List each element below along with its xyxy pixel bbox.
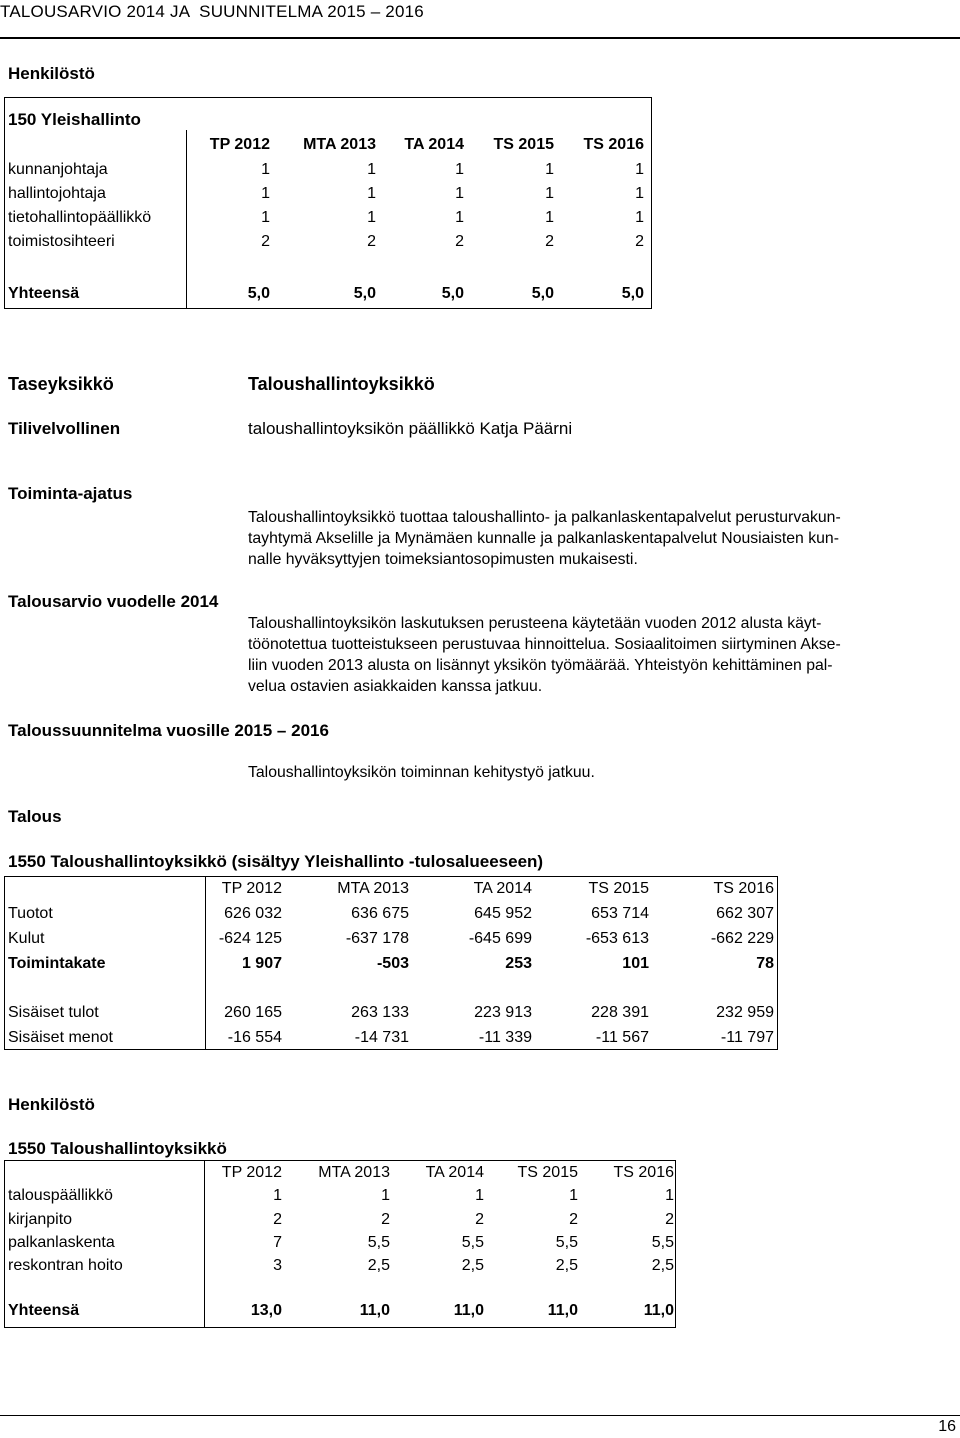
table1-total-cell: 5,0 bbox=[531, 285, 554, 302]
text-line: velua ostavien asiakkaiden kanssa jatkuu. bbox=[248, 678, 543, 695]
text-line: tayhtymä Akselille ja Mynämäen kunnalle ja palkanlaskentapalvelut Nousiaisten kun- bbox=[248, 530, 839, 547]
table2-cell: 662 307 bbox=[716, 905, 774, 922]
talous-label: Talous bbox=[8, 807, 62, 826]
table1-cell: 1 bbox=[635, 185, 644, 202]
table2-cell: -624 125 bbox=[218, 930, 282, 947]
table1-total-cell: 5,0 bbox=[247, 285, 270, 302]
table1-cell: 2 bbox=[261, 233, 270, 250]
text-line: nalle hyväksyttyjen toimeksiantosopimusten mukaisesti. bbox=[248, 551, 638, 568]
table1-col-header: TP 2012 bbox=[209, 136, 270, 153]
table1-cell: 1 bbox=[545, 185, 554, 202]
table1-total-cell: 5,0 bbox=[353, 285, 376, 302]
text-line: töönotettua tuotteistukseen perustuvaa hinnoittelua. Sosiaalitoimen siirtyminen Akse- bbox=[248, 636, 841, 653]
table3-total-label: Yhteensä bbox=[8, 1302, 80, 1319]
footer-divider bbox=[0, 1415, 960, 1416]
table3-cell: 1 bbox=[665, 1187, 674, 1204]
table3-col-header: TS 2016 bbox=[613, 1164, 674, 1181]
table2-cell: 636 675 bbox=[351, 905, 409, 922]
table3-total-cell: 11,0 bbox=[547, 1302, 578, 1319]
table1-cell: 1 bbox=[261, 161, 270, 178]
table3-cell: 3 bbox=[273, 1257, 282, 1274]
table1-cell: 2 bbox=[545, 233, 554, 250]
table2-cell: 645 952 bbox=[474, 905, 532, 922]
suunnitelma-label: Taloussuunnitelma vuosille 2015 – 2016 bbox=[8, 721, 329, 740]
table1-total-cell: 5,0 bbox=[621, 285, 644, 302]
table1-cell: 1 bbox=[635, 209, 644, 226]
table1-cell: 1 bbox=[545, 209, 554, 226]
section2-title: 1550 Taloushallintoyksikkö (sisältyy Yleishallinto -tulosalueeseen) bbox=[8, 852, 544, 871]
table1-cell: 1 bbox=[455, 185, 464, 202]
document-header-title: TALOUSARVIO 2014 JA SUUNNITELMA 2015 – 2016 bbox=[0, 2, 424, 21]
table2-cell: -637 178 bbox=[345, 930, 409, 947]
table2-cell: 260 165 bbox=[224, 1004, 282, 1021]
talousarvio-text bbox=[248, 613, 954, 697]
table2-cell: 223 913 bbox=[474, 1004, 532, 1021]
table1-cell: 2 bbox=[455, 233, 464, 250]
table1-cell: 2 bbox=[367, 233, 376, 250]
table3-cell: 2,5 bbox=[461, 1257, 484, 1274]
table3-cell: 2 bbox=[273, 1211, 282, 1228]
table2-col-header: TP 2012 bbox=[221, 880, 282, 897]
table3-col-header: MTA 2013 bbox=[318, 1164, 390, 1181]
table3-total-cell: 11,0 bbox=[453, 1302, 484, 1319]
table2-row-label: Sisäiset tulot bbox=[8, 1004, 99, 1021]
table3-cell: 1 bbox=[273, 1187, 282, 1204]
table3-cell: 5,5 bbox=[651, 1234, 674, 1251]
table3-row-label: reskontran hoito bbox=[8, 1257, 123, 1274]
table3-cell: 2,5 bbox=[367, 1257, 390, 1274]
table2-cell: -14 731 bbox=[354, 1029, 409, 1046]
table1-row-label: toimistosihteeri bbox=[8, 233, 115, 250]
table2-cell: 253 bbox=[505, 955, 532, 972]
talousarvio-label: Talousarvio vuodelle 2014 bbox=[8, 592, 219, 611]
table2-col-header: TS 2016 bbox=[713, 880, 774, 897]
table1-col-header: TS 2016 bbox=[583, 136, 644, 153]
table1-cell: 1 bbox=[367, 209, 376, 226]
toiminta-ajatus-text bbox=[248, 507, 954, 570]
table3-cell: 5,5 bbox=[555, 1234, 578, 1251]
text-line: Taloushallintoyksikkö tuottaa taloushallinto- ja palkanlaskentapalvelut perusturvakun- bbox=[248, 509, 841, 526]
table2-cell: 1 907 bbox=[241, 955, 282, 972]
table2-cell: -662 229 bbox=[710, 930, 774, 947]
table3-total-cell: 11,0 bbox=[643, 1302, 674, 1319]
table2-cell: 228 391 bbox=[591, 1004, 649, 1021]
table2-cell: 263 133 bbox=[351, 1004, 409, 1021]
table3-col-header: TA 2014 bbox=[425, 1164, 484, 1181]
table3-row-label: kirjanpito bbox=[8, 1211, 73, 1228]
table3-row-label: talouspäällikkö bbox=[8, 1187, 113, 1204]
section3-heading: Henkilöstö bbox=[8, 1095, 95, 1114]
table1-total-cell: 5,0 bbox=[441, 285, 464, 302]
table1-row-label: kunnanjohtaja bbox=[8, 161, 108, 178]
table3-cell: 2 bbox=[381, 1211, 390, 1228]
table2-cell: 78 bbox=[756, 955, 774, 972]
suunnitelma-text: Taloushallintoyksikön toiminnan kehitystyö jatkuu. bbox=[248, 764, 595, 781]
table1-col-header: MTA 2013 bbox=[303, 136, 376, 153]
page-number: 16 bbox=[938, 1418, 956, 1435]
table1-cell: 2 bbox=[635, 233, 644, 250]
table2-row-label: Sisäiset menot bbox=[8, 1029, 113, 1046]
table2-cell: -11 567 bbox=[595, 1029, 649, 1046]
table3-cell: 2 bbox=[665, 1211, 674, 1228]
table1-cell: 1 bbox=[635, 161, 644, 178]
toiminta-ajatus-label: Toiminta-ajatus bbox=[8, 484, 133, 503]
table3-cell: 2 bbox=[569, 1211, 578, 1228]
table2-cell: 653 714 bbox=[591, 905, 649, 922]
table2-col-header: TA 2014 bbox=[473, 880, 532, 897]
table2-cell: -645 699 bbox=[468, 930, 532, 947]
table2-cell: -16 554 bbox=[227, 1029, 282, 1046]
table2-row-label: Kulut bbox=[8, 930, 45, 947]
table1-cell: 1 bbox=[545, 161, 554, 178]
taseyksikko-value: Taloushallintoyksikkö bbox=[248, 374, 435, 394]
table1-cell: 1 bbox=[455, 209, 464, 226]
table2-cell: -11 797 bbox=[720, 1029, 774, 1046]
header-divider bbox=[0, 37, 960, 39]
table1-cell: 1 bbox=[261, 209, 270, 226]
table3-cell: 7 bbox=[273, 1234, 282, 1251]
table3-cell: 5,5 bbox=[461, 1234, 484, 1251]
table1-col-header: TS 2015 bbox=[493, 136, 554, 153]
section1-heading: Henkilöstö bbox=[8, 64, 95, 83]
table1-cell: 1 bbox=[455, 161, 464, 178]
section1-unit-title: 150 Yleishallinto bbox=[8, 110, 141, 129]
table1-col-header: TA 2014 bbox=[404, 136, 464, 153]
tilivelvollinen-label: Tilivelvollinen bbox=[8, 419, 121, 438]
table2-row-label: Tuotot bbox=[8, 905, 53, 922]
table3-row-label: palkanlaskenta bbox=[8, 1234, 115, 1251]
table1-cell: 1 bbox=[261, 185, 270, 202]
section3-unit-title: 1550 Taloushallintoyksikkö bbox=[8, 1139, 227, 1158]
table3-cell: 2,5 bbox=[555, 1257, 578, 1274]
table2-cell: 101 bbox=[622, 955, 649, 972]
table2-cell: -503 bbox=[376, 955, 409, 972]
tilivelvollinen-value: taloushallintoyksikön päällikkö Katja Päärni bbox=[248, 419, 573, 438]
table3-cell: 5,5 bbox=[367, 1234, 390, 1251]
table2-cell: 626 032 bbox=[224, 905, 282, 922]
table1-row-label: hallintojohtaja bbox=[8, 185, 106, 202]
text-line: Taloushallintoyksikön laskutuksen perusteena käytetään vuoden 2012 alusta käyt- bbox=[248, 615, 822, 632]
table3-cell: 1 bbox=[569, 1187, 578, 1204]
table1-row-label: tietohallintopäällikkö bbox=[8, 209, 152, 226]
table3-col-header: TP 2012 bbox=[221, 1164, 282, 1181]
table2-row-label: Toimintakate bbox=[8, 955, 106, 972]
text-line: liin vuoden 2013 alusta on lisännyt yksikön työmäärää. Yhteistyön kehittäminen pal- bbox=[248, 657, 833, 674]
table1-cell: 1 bbox=[367, 161, 376, 178]
table2-col-header: MTA 2013 bbox=[337, 880, 409, 897]
table1-total-label: Yhteensä bbox=[8, 285, 80, 302]
table3-total-cell: 11,0 bbox=[359, 1302, 390, 1319]
table3-cell: 2,5 bbox=[651, 1257, 674, 1274]
taseyksikko-label: Taseyksikkö bbox=[8, 374, 114, 394]
table3-cell: 1 bbox=[381, 1187, 390, 1204]
table3-cell: 2 bbox=[475, 1211, 484, 1228]
table1-cell: 1 bbox=[367, 185, 376, 202]
table2-cell: 232 959 bbox=[716, 1004, 774, 1021]
table3-total-cell: 13,0 bbox=[250, 1302, 282, 1319]
table3-col-header: TS 2015 bbox=[517, 1164, 578, 1181]
table3-cell: 1 bbox=[475, 1187, 484, 1204]
table2-col-header: TS 2015 bbox=[588, 880, 649, 897]
table2-cell: -653 613 bbox=[585, 930, 649, 947]
table2-cell: -11 339 bbox=[478, 1029, 532, 1046]
